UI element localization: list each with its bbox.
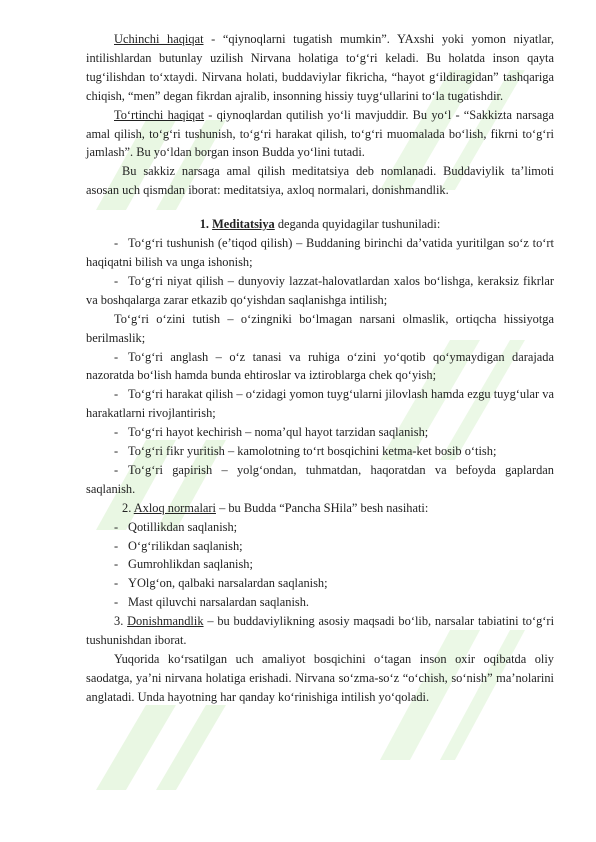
- list-item: - YOlg‘on, qalbaki narsalardan saqlanish;: [114, 576, 328, 591]
- ethics-list: [86, 518, 554, 613]
- section-heading-meditation: 1. Meditatsiya deganda quyidagilar tushuniladi:: [199, 217, 441, 232]
- meditation-title: Meditatsiya: [212, 217, 275, 232]
- wisdom-title: Donishmandlik: [127, 614, 204, 629]
- paragraph-third-truth: [86, 30, 554, 106]
- document-page: [86, 30, 554, 707]
- fourth-truth-heading: To‘rtinchi haqiqat: [114, 107, 205, 122]
- meditation-list: [86, 234, 554, 499]
- list-item: To‘g‘ri o‘zini tutish – o‘zingniki bo‘lmagan narsani olmaslik, ortiqcha hissiyotga berilmaslik;: [86, 311, 554, 345]
- list-item: - Gumrohlikdan saqlanish;: [114, 557, 253, 572]
- paragraph-conclusion: Yuqorida ko‘rsatilgan uch amaliyot bosqichini o‘tagan inson oxir oqibatda oliy saodatga, ya’ni nirvana holatiga erishadi. Nirvana so‘zma-so‘z “o‘chish, so‘nish” ma’nolarini anglatadi. Unda hayotning har qanday ko‘rinishiga intilish yo‘qoladi.: [86, 652, 554, 704]
- list-item: - Qotillikdan saqlanish;: [114, 519, 238, 534]
- third-truth-heading: Uchinchi haqiqat: [114, 32, 204, 46]
- paragraph-fourth-truth: [86, 106, 554, 163]
- ethics-title: Axloq normalari: [133, 500, 216, 515]
- list-item: - To‘g‘ri fikr yuritish – kamolotning to‘rt bosqichini ketma-ket bosib o‘tish;: [114, 444, 497, 459]
- section-heading-ethics: 2. Axloq normalari – bu Budda “Pancha SHila” besh nasihati:: [122, 500, 429, 515]
- list-item: - To‘g‘ri tushunish (e’tiqod qilish) – Buddaning birinchi da’vatida yuritilgan so‘z to‘rt haqiqatni bilish va unga ishonish;: [86, 236, 554, 269]
- list-item: - To‘g‘ri hayot kechirish – noma’qul hayot tarzidan saqlanish;: [114, 425, 429, 440]
- list-item: - To‘g‘ri gapirish – yolg‘ondan, tuhmatdan, haqoratdan va befoyda gaplardan saqlanish.: [86, 462, 554, 496]
- list-item: - Mast qiluvchi narsalardan saqlanish.: [114, 595, 309, 610]
- section-heading-wisdom: 3. Donishmandlik – bu buddaviylikning asosiy maqsadi bo‘lib, narsalar tabiatini to‘g‘ri tushunishdan iborat.: [86, 614, 555, 648]
- list-item: - To‘g‘ri harakat qilish – o‘zidagi yomon tuyg‘ularni jilovlash hamda ezgu tuyg‘ular va harakatlarni rivojlantirish;: [86, 387, 554, 421]
- fourth-truth-text: - qiynoqlardan qutilish yo‘li mavjuddir. Bu yo‘l - “Sakkizta narsaga amal qilish, to‘g‘ri tushunish, to‘g‘ri harakat qilish, to‘g‘ri muomalada bo‘lish, fikrni to‘g‘ri jamlash”. Bu yo‘ldan borgan inson Budda yo‘lini tutadi.: [86, 107, 555, 160]
- list-item: - To‘g‘ri anglash – o‘z tanasi va ruhiga o‘zini yo‘qotib qo‘ymaydigan darajada nazoratda bo‘lish hamda bunda ehtiroslar va iztiroblarga chek qo‘yish;: [86, 349, 554, 383]
- third-truth-text: - “qiynoqlarni tugatish mumkin”. YAxshi yoki yomon niyatlar, intilishlardan butunlay uzilish Nirvana holatiga to‘g‘ri keladi. Bu holatda inson qayta tug‘ilishdan to‘xtaydi. Nirvana holati, buddaviylar fikricha, “hayot g‘ildiragidan” tashqariga chiqish, “men” degan fikrdan ajralib, insonning hissiy tuyg‘ullarini to‘la tugatishdir.: [86, 32, 554, 103]
- list-item: - To‘g‘ri niyat qilish – dunyoviy lazzat-halovatlardan xalos bo‘lishga, keraksiz fikrlar va boshqalarga zarar etkazib qo‘yishdan saqlanishga intilish;: [86, 273, 554, 307]
- paragraph-eight-things: Bu sakkiz narsaga amal qilish meditatsiya deb nomlanadi. Buddaviylik ta’limoti asosan uch qismdan iborat: meditatsiya, axloq normalari, donishmandlik.: [86, 164, 554, 198]
- list-item: - O‘g‘rilikdan saqlanish;: [114, 538, 243, 553]
